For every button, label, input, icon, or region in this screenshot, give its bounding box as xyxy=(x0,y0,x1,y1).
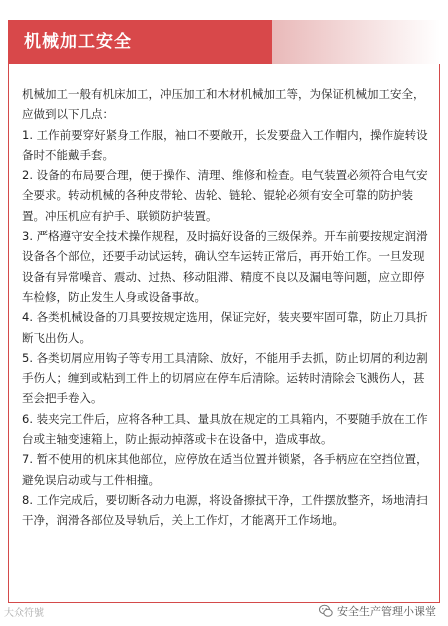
list-item: 7. 暂不使用的机床其他部位，应停放在适当位置并锁紧，各手柄应在空挡位置，避免误启动或与工件相撞。 xyxy=(22,452,428,487)
list-item: 4. 各类机械设备的刀具要按规定选用，保证完好，装夹要牢固可靠，防止刀具折断飞出伤人。 xyxy=(22,310,428,345)
article-body xyxy=(22,84,430,531)
list-item: 6. 装夹完工件后，应将各种工具、量具放在规定的工具箱内，不要随手放在工作台或主轴变速箱上，防止振动掉落或卡在设备中，造成事故。 xyxy=(22,411,428,447)
list-item: 1. 工作前要穿好紧身工作服，袖口不要敞开，长发要盘入工作帽内，操作旋转设备时不能戴手套。 xyxy=(22,127,428,162)
page-title: 机械加工安全 xyxy=(8,20,272,64)
intro-paragraph: 机械加工一般有机床加工，冲压加工和木材机械加工等，为保证机械加工安全，应做到以下几点： xyxy=(22,87,425,122)
watermark-text: 大众符號 xyxy=(4,608,44,619)
list-item: 8. 工作完成后，要切断各动力电源，将设备擦拭干净，工件摆放整齐，场地清扫干净，润滑各部位及导轨后，关上工作灯，才能离开工作场地。 xyxy=(22,492,428,528)
list-item: 2. 设备的布局要合理，便于操作、清理、维修和检查。电气装置必须符合电气安全要求。转动机械的各种皮带轮、齿轮、链轮、锟轮必须有安全可靠的防护装置。冲压机应有护手、联锁防护装置。 xyxy=(22,168,428,223)
title-accent-bar xyxy=(272,20,440,64)
account-name: 安全生产管理小课堂 xyxy=(337,605,436,618)
wechat-icon xyxy=(319,604,333,618)
account-signature xyxy=(319,603,436,619)
list-item: 3. 严格遵守安全技术操作规程，及时搞好设备的三级保养。开车前要按规定润滑设备各个部位，还要手动试运转，确认空车运转正常后，再开始工作。一旦发现设备有异常噪音、震动、过热、移动阻滞、精度不良以及漏电等问题，应立即停车检修，防止发生人身或设备事故。 xyxy=(22,229,428,304)
list-item: 5. 各类切屑应用钩子等专用工具清除、放好，不能用手去抓，防止切屑的利边割手伤人；缠到或粘到工件上的切屑应在停车后清除。运转时清除会飞溅伤人，甚至会把手卷入。 xyxy=(22,350,428,406)
